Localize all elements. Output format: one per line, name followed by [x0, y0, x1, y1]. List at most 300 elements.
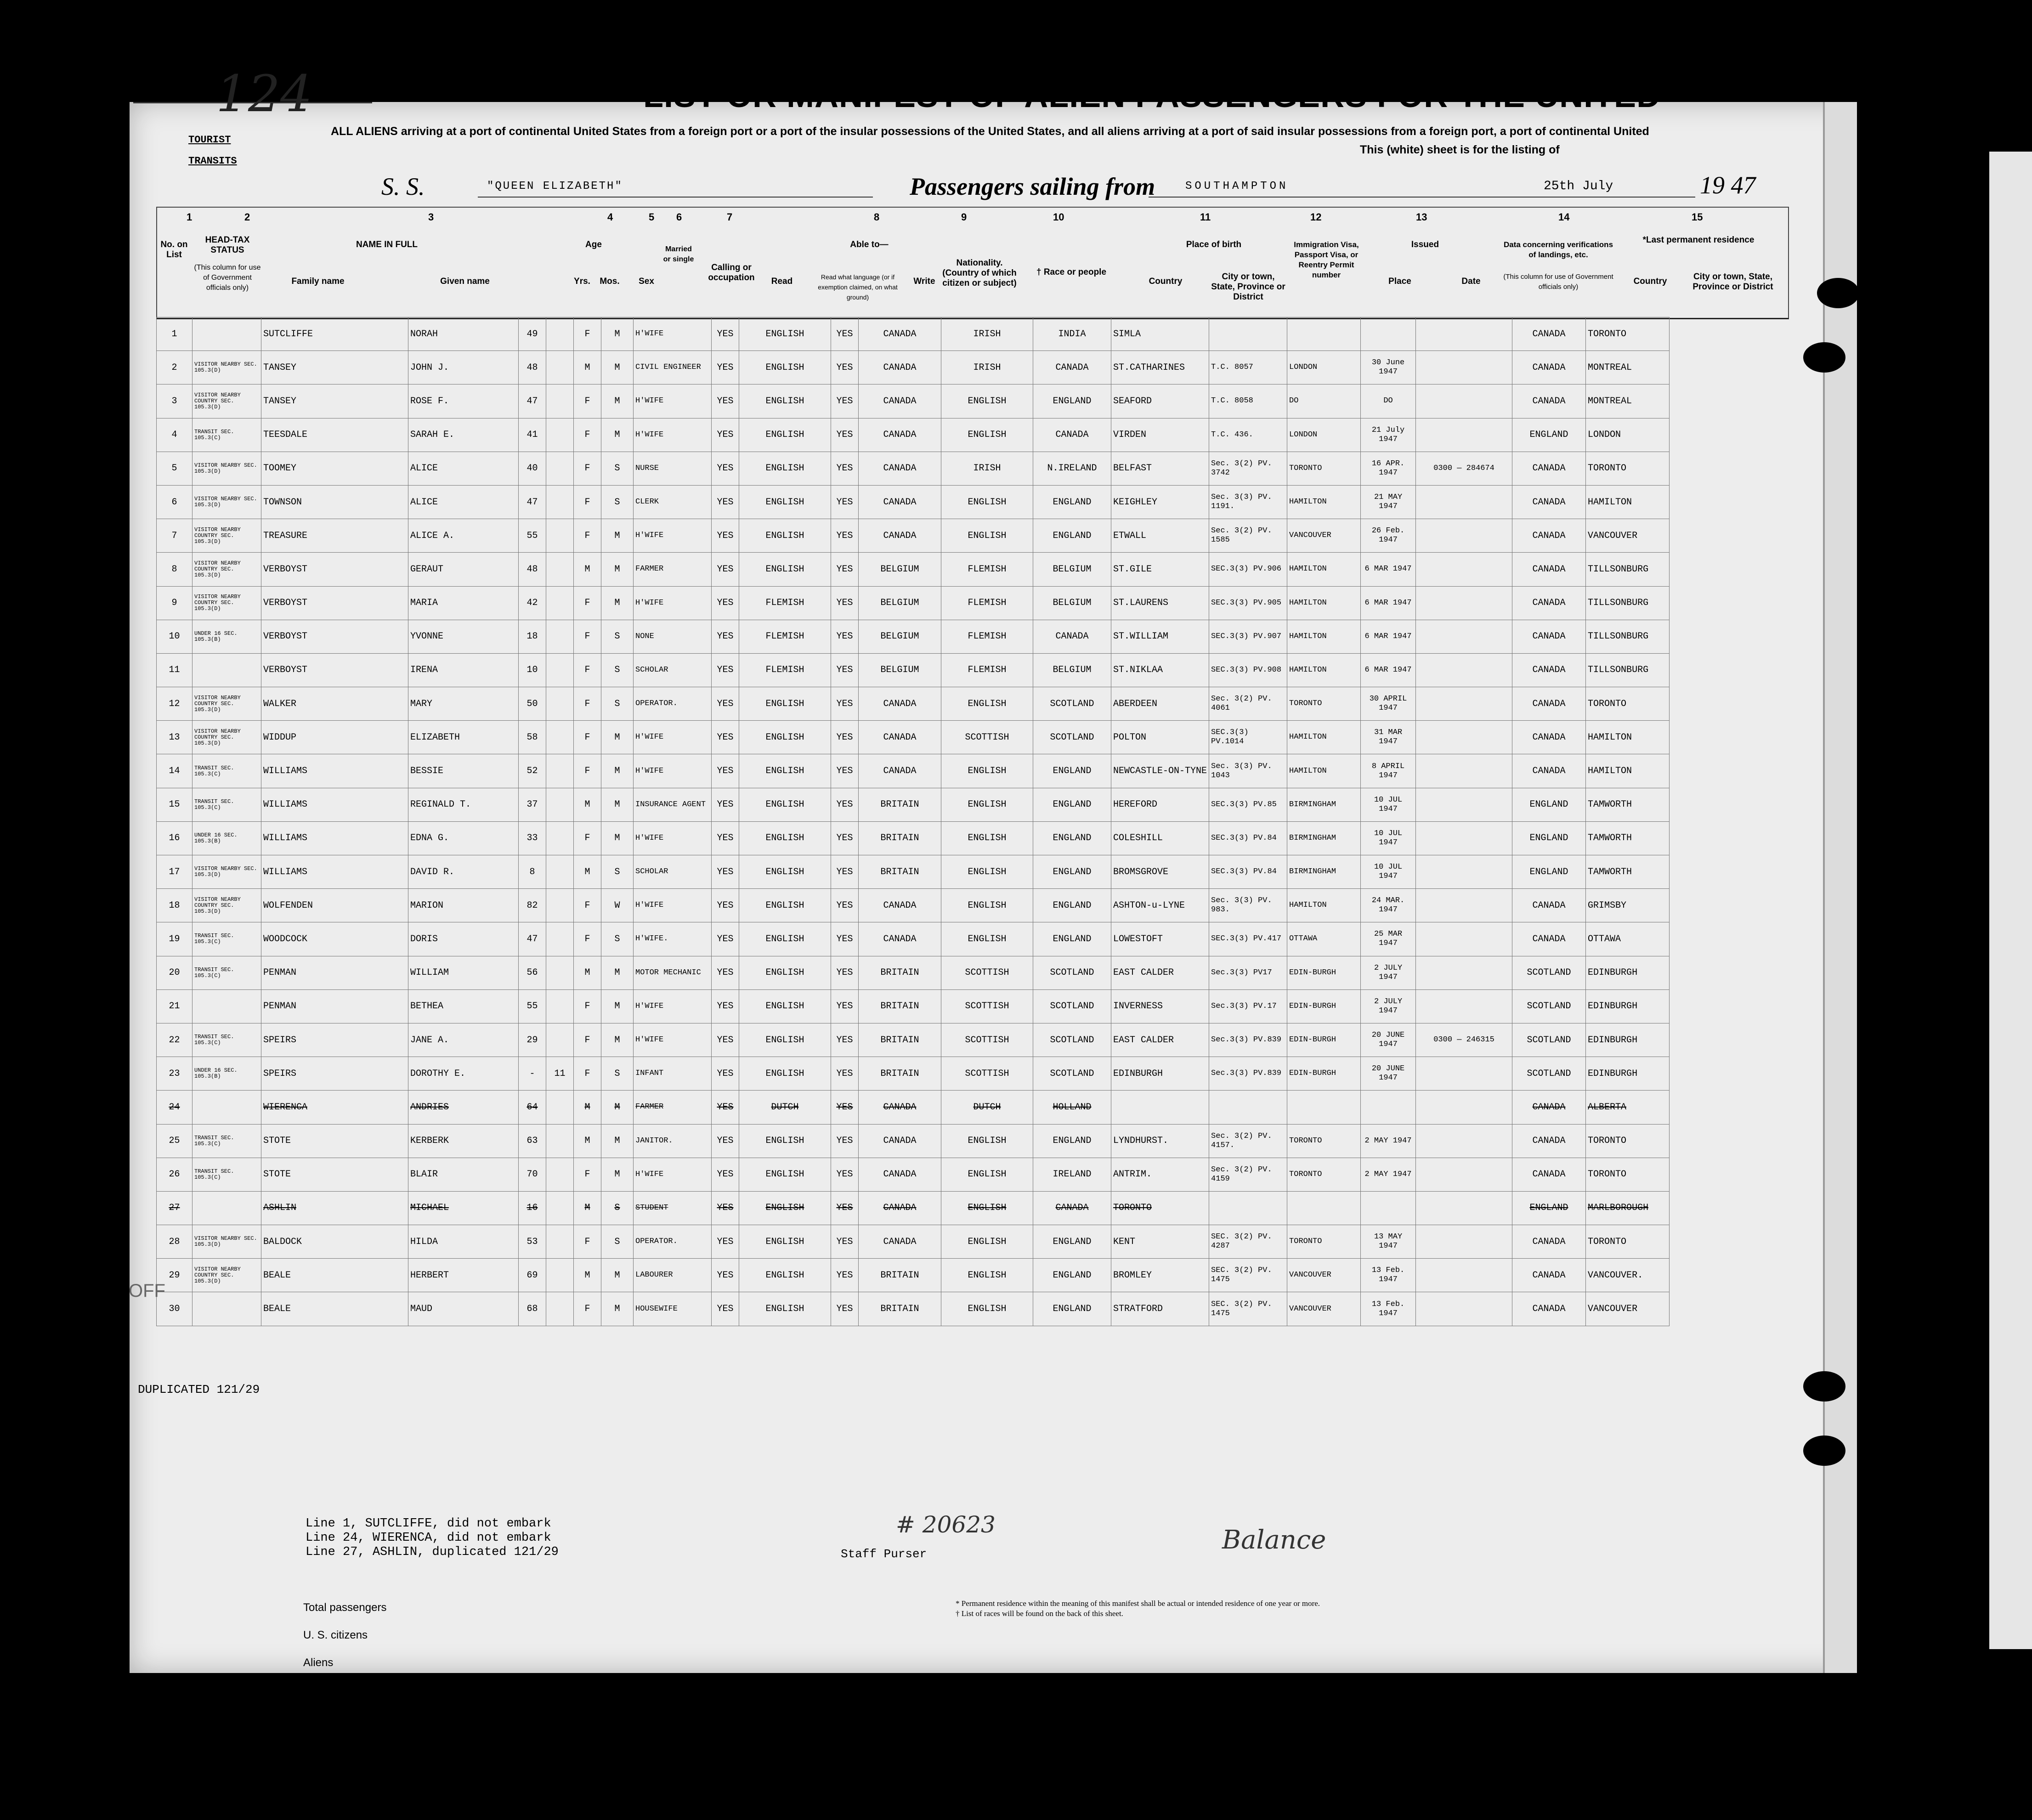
- cell-race: ENGLISH: [941, 1124, 1033, 1158]
- cell-race: ENGLISH: [941, 788, 1033, 821]
- cell-race: SCOTTISH: [941, 1023, 1033, 1057]
- cell-date: 13 Feb. 1947: [1361, 1259, 1416, 1292]
- cell-given: BESSIE: [408, 754, 519, 788]
- cell-rcountry: CANADA: [1512, 1124, 1586, 1158]
- cell-occ: H'WIFE: [634, 889, 712, 922]
- cell-occ: FARMER: [634, 553, 712, 586]
- cell-date: 20 JUNE 1947: [1361, 1057, 1416, 1091]
- cell-given: ROSE F.: [408, 384, 519, 418]
- cell-nat: CANADA: [859, 317, 941, 351]
- cell-sex: F: [574, 754, 601, 788]
- cell-given: REGINALD T.: [408, 788, 519, 821]
- cell-read: YES: [712, 1091, 739, 1124]
- cell-write: YES: [831, 1225, 859, 1259]
- cell-family: WILLIAMS: [261, 788, 408, 821]
- cell-ms: M: [601, 1259, 634, 1292]
- cell-visa: SEC.3(3) PV.85: [1209, 788, 1287, 821]
- cell-rcity: MONTREAL: [1586, 384, 1670, 418]
- header-read-lang: Read what language (or if exemption claimed, on what ground): [818, 273, 898, 301]
- cell-bcity: ANTRIM.: [1111, 1158, 1209, 1191]
- cell-bcountry: SCOTLAND: [1033, 721, 1111, 754]
- cell-given: GERAUT: [408, 553, 519, 586]
- cell-bcity: ABERDEEN: [1111, 687, 1209, 721]
- cell-read: YES: [712, 653, 739, 687]
- table-row: [157, 821, 1670, 855]
- cell-visa: SEC. 3(2) PV. 1475: [1209, 1292, 1287, 1326]
- cell-no: 20: [157, 956, 192, 989]
- cell-bcountry: BELGIUM: [1033, 653, 1111, 687]
- cell-write: YES: [831, 653, 859, 687]
- cell-landing: [1416, 351, 1512, 384]
- table-row: [157, 351, 1670, 384]
- cell-ms: S: [601, 620, 634, 653]
- cell-bcity: STRATFORD: [1111, 1292, 1209, 1326]
- cell-write: YES: [831, 855, 859, 889]
- cell-bcity: TORONTO: [1111, 1191, 1209, 1225]
- cell-rcity: HAMILTON: [1586, 754, 1670, 788]
- cell-family: PENMAN: [261, 956, 408, 989]
- tourist-label: TOURIST: [188, 134, 231, 146]
- departure-port: SOUTHAMPTON: [1185, 180, 1289, 192]
- cell-given: ALICE: [408, 452, 519, 485]
- cell-sex: F: [574, 989, 601, 1023]
- header-married: Married or single: [663, 245, 694, 263]
- cell-ms: M: [601, 788, 634, 821]
- cell-place: HAMILTON: [1287, 721, 1361, 754]
- cell-visa: Sec. 3(3) PV. 1191.: [1209, 485, 1287, 519]
- cell-read: YES: [712, 821, 739, 855]
- cell-place: HAMILTON: [1287, 485, 1361, 519]
- cell-ms: S: [601, 452, 634, 485]
- cell-sex: F: [574, 1292, 601, 1326]
- cell-race: ENGLISH: [941, 889, 1033, 922]
- cell-ms: M: [601, 519, 634, 553]
- cell-read: YES: [712, 1191, 739, 1225]
- cell-bcity: VIRDEN: [1111, 418, 1209, 452]
- cell-read: YES: [712, 553, 739, 586]
- header-head-tax-note: (This column for use of Government officials only): [194, 264, 261, 292]
- cell-no: 11: [157, 653, 192, 687]
- cell-date: 13 Feb. 1947: [1361, 1292, 1416, 1326]
- cell-read: YES: [712, 620, 739, 653]
- page-subtitle: ALL ALIENS arriving at a port of continental United States from a foreign port or a port of the insular possessions of the United States, and all aliens arriving at a port of said insular possessions from a foreign port, a port of continental United: [331, 125, 1649, 138]
- cell-mos: [546, 452, 574, 485]
- cell-family: WOLFENDEN: [261, 889, 408, 922]
- table-row: [157, 754, 1670, 788]
- cell-mos: [546, 1259, 574, 1292]
- cell-mos: [546, 519, 574, 553]
- cell-status: VISITOR NEARBY COUNTRY SEC. 105.3(D): [192, 519, 261, 553]
- table-row: [157, 956, 1670, 989]
- cell-read: YES: [712, 485, 739, 519]
- cell-lang: ENGLISH: [739, 1292, 831, 1326]
- cell-bcity: COLESHILL: [1111, 821, 1209, 855]
- cell-given: MARIA: [408, 586, 519, 620]
- cell-status: [192, 1091, 261, 1124]
- table-row: [157, 519, 1670, 553]
- cell-family: STOTE: [261, 1158, 408, 1191]
- cell-status: VISITOR NEARBY COUNTRY SEC. 105.3(D): [192, 721, 261, 754]
- cell-mos: [546, 351, 574, 384]
- cell-date: 30 APRIL 1947: [1361, 687, 1416, 721]
- ship-underline: [478, 197, 873, 198]
- cell-status: [192, 1191, 261, 1225]
- cell-write: YES: [831, 687, 859, 721]
- cell-yrs: 69: [519, 1259, 546, 1292]
- cell-yrs: -: [519, 1057, 546, 1091]
- cell-given: ANDRIES: [408, 1091, 519, 1124]
- cell-occ: NONE: [634, 620, 712, 653]
- cell-sex: M: [574, 351, 601, 384]
- cell-rcountry: CANADA: [1512, 485, 1586, 519]
- cell-landing: 0300 — 284674: [1416, 452, 1512, 485]
- cell-rcity: TORONTO: [1586, 452, 1670, 485]
- table-row: [157, 1023, 1670, 1057]
- cell-sex: M: [574, 1259, 601, 1292]
- cell-read: YES: [712, 855, 739, 889]
- cell-rcity: VANCOUVER.: [1586, 1259, 1670, 1292]
- cell-yrs: 29: [519, 1023, 546, 1057]
- cell-nat: CANADA: [859, 754, 941, 788]
- cell-visa: T.C. 8057: [1209, 351, 1287, 384]
- cell-occ: H'WIFE: [634, 1023, 712, 1057]
- cell-rcity: TILLSONBURG: [1586, 620, 1670, 653]
- cell-read: YES: [712, 922, 739, 956]
- cell-sex: F: [574, 687, 601, 721]
- cell-landing: [1416, 653, 1512, 687]
- cell-nat: BRITAIN: [859, 788, 941, 821]
- cell-rcountry: CANADA: [1512, 653, 1586, 687]
- cell-lang: ENGLISH: [739, 553, 831, 586]
- cell-nat: BRITAIN: [859, 1259, 941, 1292]
- cell-visa: [1209, 1091, 1287, 1124]
- cell-no: 10: [157, 620, 192, 653]
- cell-write: YES: [831, 1124, 859, 1158]
- cell-bcountry: ENGLAND: [1033, 384, 1111, 418]
- cell-bcity: EAST CALDER: [1111, 1023, 1209, 1057]
- cell-ms: M: [601, 351, 634, 384]
- cell-place: HAMILTON: [1287, 620, 1361, 653]
- cell-no: 6: [157, 485, 192, 519]
- cell-ms: S: [601, 485, 634, 519]
- cell-landing: [1416, 485, 1512, 519]
- cell-sex: F: [574, 889, 601, 922]
- cell-landing: [1416, 1259, 1512, 1292]
- ss-label: S. S.: [381, 173, 425, 200]
- cell-bcity: SEAFORD: [1111, 384, 1209, 418]
- cell-status: VISITOR NEARBY COUNTRY SEC. 105.3(D): [192, 384, 261, 418]
- cell-bcity: ST.LAURENS: [1111, 586, 1209, 620]
- adjacent-page-strip: [1989, 152, 2032, 1649]
- cell-read: YES: [712, 519, 739, 553]
- cell-occ: CIVIL ENGINEER: [634, 351, 712, 384]
- cell-yrs: 40: [519, 452, 546, 485]
- cell-write: YES: [831, 452, 859, 485]
- table-row: [157, 1091, 1670, 1124]
- cell-given: DOROTHY E.: [408, 1057, 519, 1091]
- cell-date: 2 JULY 1947: [1361, 956, 1416, 989]
- cell-occ: INFANT: [634, 1057, 712, 1091]
- cell-read: YES: [712, 889, 739, 922]
- cell-read: YES: [712, 351, 739, 384]
- cell-race: SCOTTISH: [941, 721, 1033, 754]
- cell-race: ENGLISH: [941, 1259, 1033, 1292]
- cell-write: YES: [831, 956, 859, 989]
- table-row: [157, 485, 1670, 519]
- cell-date: 24 MAR. 1947: [1361, 889, 1416, 922]
- cell-no: 26: [157, 1158, 192, 1191]
- cell-place: TORONTO: [1287, 1158, 1361, 1191]
- cell-ms: M: [601, 317, 634, 351]
- cell-bcountry: ENGLAND: [1033, 788, 1111, 821]
- cell-occ: OPERATOR.: [634, 687, 712, 721]
- header-sex: Sex: [639, 277, 654, 286]
- cell-ms: S: [601, 922, 634, 956]
- cell-sex: F: [574, 586, 601, 620]
- cell-status: VISITOR NEARBY COUNTRY SEC. 105.3(D): [192, 586, 261, 620]
- cell-mos: [546, 889, 574, 922]
- cell-status: VISITOR NEARBY COUNTRY SEC. 105.3(D): [192, 1259, 261, 1292]
- cell-family: WALKER: [261, 687, 408, 721]
- cell-landing: 0300 — 246315: [1416, 1023, 1512, 1057]
- cell-landing: [1416, 855, 1512, 889]
- cell-lang: ENGLISH: [739, 889, 831, 922]
- cell-write: YES: [831, 418, 859, 452]
- cell-no: 19: [157, 922, 192, 956]
- cell-mos: [546, 1124, 574, 1158]
- cell-occ: INSURANCE AGENT: [634, 788, 712, 821]
- cell-lang: ENGLISH: [739, 485, 831, 519]
- cell-no: 15: [157, 788, 192, 821]
- cell-landing: [1416, 821, 1512, 855]
- cell-bcountry: SCOTLAND: [1033, 1023, 1111, 1057]
- table-row: [157, 989, 1670, 1023]
- cell-bcity: LOWESTOFT: [1111, 922, 1209, 956]
- form-approval: Form Approved Budget Bureau No. 43-R019-42: [248, 28, 360, 47]
- cell-bcity: ASHTON-u-LYNE: [1111, 889, 1209, 922]
- cell-given: SARAH E.: [408, 418, 519, 452]
- cell-yrs: 52: [519, 754, 546, 788]
- cell-rcity: HAMILTON: [1586, 485, 1670, 519]
- cell-no: 5: [157, 452, 192, 485]
- cell-visa: T.C. 436.: [1209, 418, 1287, 452]
- cell-place: VANCOUVER: [1287, 519, 1361, 553]
- cell-bcountry: ENGLAND: [1033, 1259, 1111, 1292]
- cell-race: FLEMISH: [941, 653, 1033, 687]
- cell-mos: [546, 855, 574, 889]
- cell-lang: ENGLISH: [739, 1124, 831, 1158]
- cell-no: 3: [157, 384, 192, 418]
- cell-lang: FLEMISH: [739, 620, 831, 653]
- table-row: [157, 553, 1670, 586]
- cell-place: EDIN-BURGH: [1287, 989, 1361, 1023]
- cell-no: 21: [157, 989, 192, 1023]
- cell-yrs: 56: [519, 956, 546, 989]
- cell-occ: H'WIFE: [634, 821, 712, 855]
- cell-landing: [1416, 519, 1512, 553]
- cell-mos: [546, 1158, 574, 1191]
- cell-family: WILLIAMS: [261, 754, 408, 788]
- cell-given: JOHN J.: [408, 351, 519, 384]
- header-read: Read: [771, 277, 793, 286]
- cell-status: [192, 653, 261, 687]
- cell-nat: CANADA: [859, 418, 941, 452]
- cell-write: YES: [831, 519, 859, 553]
- table-row: [157, 620, 1670, 653]
- passenger-table: [156, 317, 1670, 1326]
- cell-bcity: ETWALL: [1111, 519, 1209, 553]
- cell-ms: M: [601, 1091, 634, 1124]
- cell-status: VISITOR NEARBY COUNTRY SEC. 105.3(D): [192, 553, 261, 586]
- cell-rcity: TILLSONBURG: [1586, 586, 1670, 620]
- cell-sex: F: [574, 384, 601, 418]
- cell-nat: BELGIUM: [859, 620, 941, 653]
- cell-rcity: EDINBURGH: [1586, 1057, 1670, 1091]
- header-birth-country: Country: [1149, 277, 1183, 286]
- cell-place: TORONTO: [1287, 687, 1361, 721]
- header-write: Write: [913, 277, 935, 286]
- cell-visa: SEC.3(3) PV.906: [1209, 553, 1287, 586]
- handwritten-file-number: # 20623: [896, 1511, 996, 1538]
- cell-status: VISITOR NEARBY COUNTRY SEC. 105.3(D): [192, 687, 261, 721]
- cell-landing: [1416, 922, 1512, 956]
- cell-yrs: 50: [519, 687, 546, 721]
- cell-visa: Sec. 3(2) PV. 1585: [1209, 519, 1287, 553]
- sailing-year: 19 47: [1700, 171, 1756, 199]
- cell-given: MICHAEL: [408, 1191, 519, 1225]
- cell-read: YES: [712, 317, 739, 351]
- cell-ms: M: [601, 721, 634, 754]
- cell-bcity: BROMSGROVE: [1111, 855, 1209, 889]
- cell-lang: ENGLISH: [739, 519, 831, 553]
- cell-no: 24: [157, 1091, 192, 1124]
- cell-lang: ENGLISH: [739, 1259, 831, 1292]
- cell-ms: S: [601, 1191, 634, 1225]
- cell-place: TORONTO: [1287, 452, 1361, 485]
- cell-bcountry: SCOTLAND: [1033, 956, 1111, 989]
- cell-race: IRISH: [941, 351, 1033, 384]
- cell-nat: BRITAIN: [859, 989, 941, 1023]
- header-head-tax: HEAD-TAX STATUS: [205, 235, 250, 255]
- cell-bcountry: SCOTLAND: [1033, 989, 1111, 1023]
- footnotes: [306, 1517, 559, 1560]
- table-row: [157, 1292, 1670, 1326]
- cell-lang: ENGLISH: [739, 721, 831, 754]
- cell-occ: NURSE: [634, 452, 712, 485]
- cell-given: BETHEA: [408, 989, 519, 1023]
- cell-rcity: TORONTO: [1586, 1225, 1670, 1259]
- cell-bcountry: CANADA: [1033, 418, 1111, 452]
- cell-race: ENGLISH: [941, 922, 1033, 956]
- cell-lang: FLEMISH: [739, 653, 831, 687]
- transits-label: TRANSITS: [188, 155, 237, 167]
- cell-occ: H'WIFE: [634, 754, 712, 788]
- cell-yrs: 63: [519, 1124, 546, 1158]
- cell-yrs: 33: [519, 821, 546, 855]
- us-citizens-label: U. S. citizens: [303, 1629, 368, 1641]
- cell-visa: SEC.3(3) PV.908: [1209, 653, 1287, 687]
- cell-no: 18: [157, 889, 192, 922]
- cell-write: YES: [831, 586, 859, 620]
- cell-family: WIDDUP: [261, 721, 408, 754]
- cell-date: 21 MAY 1947: [1361, 485, 1416, 519]
- binder-hole: [1817, 278, 1859, 308]
- cell-ms: M: [601, 1292, 634, 1326]
- cell-write: YES: [831, 620, 859, 653]
- cell-mos: [546, 956, 574, 989]
- cell-family: ASHLIN: [261, 1191, 408, 1225]
- cell-visa: [1209, 317, 1287, 351]
- cell-write: YES: [831, 1091, 859, 1124]
- cell-given: MARION: [408, 889, 519, 922]
- cell-occ: H'WIFE: [634, 317, 712, 351]
- cell-status: VISITOR NEARBY SEC. 105.3(D): [192, 452, 261, 485]
- cell-rcountry: CANADA: [1512, 687, 1586, 721]
- cell-family: SUTCLIFFE: [261, 317, 408, 351]
- cell-occ: STUDENT: [634, 1191, 712, 1225]
- cell-date: 6 MAR 1947: [1361, 620, 1416, 653]
- cell-family: TANSEY: [261, 351, 408, 384]
- cell-date: 21 July 1947: [1361, 418, 1416, 452]
- cell-bcountry: ENGLAND: [1033, 1124, 1111, 1158]
- cell-lang: ENGLISH: [739, 956, 831, 989]
- cell-given: MARY: [408, 687, 519, 721]
- cell-landing: [1416, 788, 1512, 821]
- cell-bcity: EDINBURGH: [1111, 1057, 1209, 1091]
- cell-landing: [1416, 989, 1512, 1023]
- cell-rcity: HAMILTON: [1586, 721, 1670, 754]
- cell-nat: CANADA: [859, 889, 941, 922]
- cell-status: TRANSIT SEC. 105.3(C): [192, 922, 261, 956]
- cell-status: VISITOR NEARBY SEC. 105.3(D): [192, 1225, 261, 1259]
- header-age: Age: [585, 240, 602, 249]
- cell-write: YES: [831, 1057, 859, 1091]
- cell-sex: F: [574, 1225, 601, 1259]
- cell-place: BIRMINGHAM: [1287, 855, 1361, 889]
- cell-lang: ENGLISH: [739, 1023, 831, 1057]
- cell-given: WILLIAM: [408, 956, 519, 989]
- cell-visa: Sec. 3(2) PV. 4157.: [1209, 1124, 1287, 1158]
- date-underline: [1493, 197, 1695, 198]
- cell-given: DAVID R.: [408, 855, 519, 889]
- cell-nat: CANADA: [859, 452, 941, 485]
- cell-no: 1: [157, 317, 192, 351]
- cell-no: 22: [157, 1023, 192, 1057]
- cell-visa: SEC.3(3) PV.905: [1209, 586, 1287, 620]
- cell-bcountry: BELGIUM: [1033, 553, 1111, 586]
- cell-rcountry: CANADA: [1512, 889, 1586, 922]
- cell-yrs: 55: [519, 519, 546, 553]
- cell-race: SCOTTISH: [941, 956, 1033, 989]
- cell-place: EDIN-BURGH: [1287, 1057, 1361, 1091]
- table-row: [157, 452, 1670, 485]
- header-yrs: Yrs.: [574, 277, 590, 286]
- cell-rcity: TORONTO: [1586, 1124, 1670, 1158]
- cell-given: ELIZABETH: [408, 721, 519, 754]
- cell-nat: CANADA: [859, 1091, 941, 1124]
- cell-rcountry: CANADA: [1512, 922, 1586, 956]
- cell-lang: ENGLISH: [739, 989, 831, 1023]
- cell-occ: FARMER: [634, 1091, 712, 1124]
- cell-yrs: 55: [519, 989, 546, 1023]
- cell-mos: 11: [546, 1057, 574, 1091]
- cell-read: YES: [712, 1057, 739, 1091]
- form-identifier: Form I.415. (Old 630-B) U. S. DEPARTMENT OF JUSTICE IMMIGRATION AND NATURALIZATION SERVICE (Edition 6-15-43): [81, 17, 222, 84]
- cell-write: YES: [831, 1292, 859, 1326]
- cell-mos: [546, 1292, 574, 1326]
- cell-read: YES: [712, 418, 739, 452]
- cell-occ: CLERK: [634, 485, 712, 519]
